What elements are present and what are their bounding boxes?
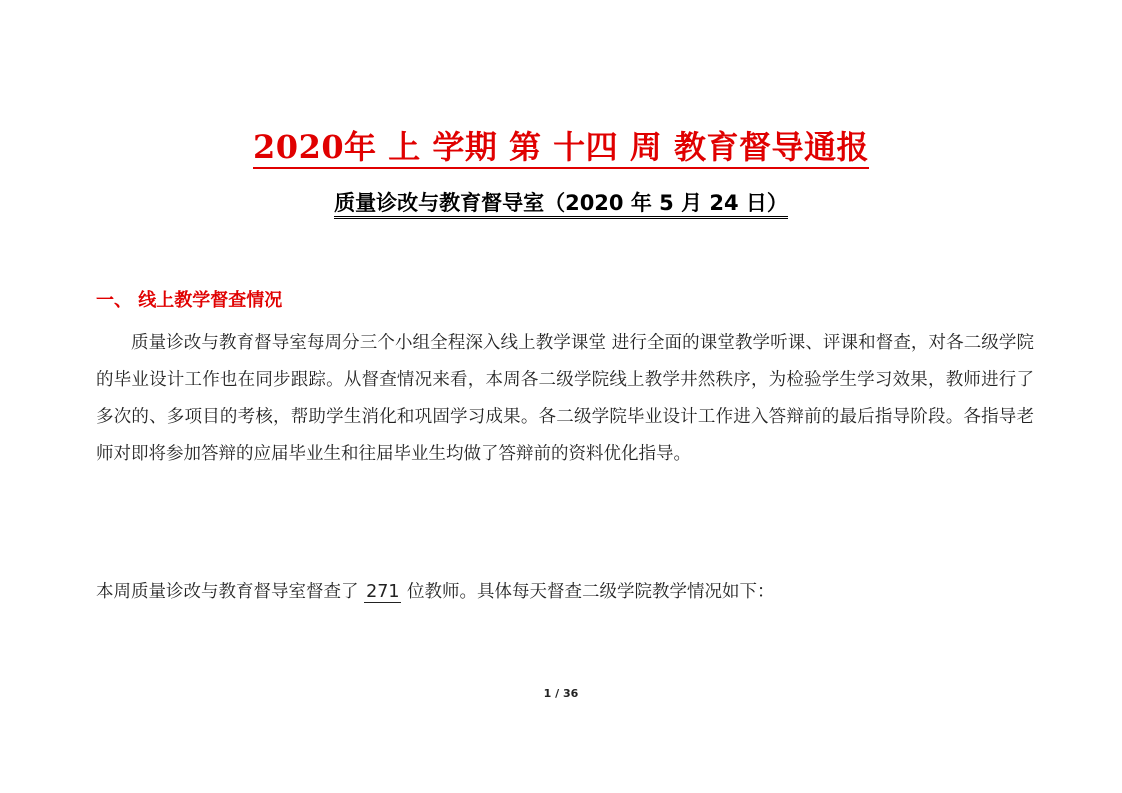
summary-prefix: 本周质量诊改与教育督导室督查了: [96, 582, 365, 602]
teacher-count: 271: [366, 582, 400, 602]
summary-suffix: 位教师。具体每天督查二级学院教学情况如下：: [401, 582, 775, 602]
section-paragraph: 质量诊改与教育督导室每周分三个小组全程深入线上教学课堂 进行全面的课堂教学听课、评课和督查，对各二级学院的毕业设计工作也在同步跟踪。从督查情况来看，本周各二级学院线上教学井然秩序，为检验学生学习效果，教师进行了多次的、多项目的考核，帮助学生消化和巩固学习成果。各二级学院毕业设计工作进入答辩前的最后指导阶段。各指导老师对即将参加答辩的应届毕业生和往届毕业生均做了答辩前的资料优化指导。: [96, 333, 1034, 464]
summary-line: [96, 576, 775, 608]
page-indicator: 1 / 36: [543, 687, 579, 700]
document-subtitle-text: 质量诊改与教育督导室（2020 年 5 月 24 日）: [334, 191, 788, 219]
document-subtitle: [0, 187, 1122, 219]
document-title: [0, 124, 1122, 170]
section-heading-online-teaching: 一、 线上教学督查情况: [96, 290, 283, 311]
document-title-text: 2020年 上 学期 第 十四 周 教育督导通报: [253, 128, 869, 169]
